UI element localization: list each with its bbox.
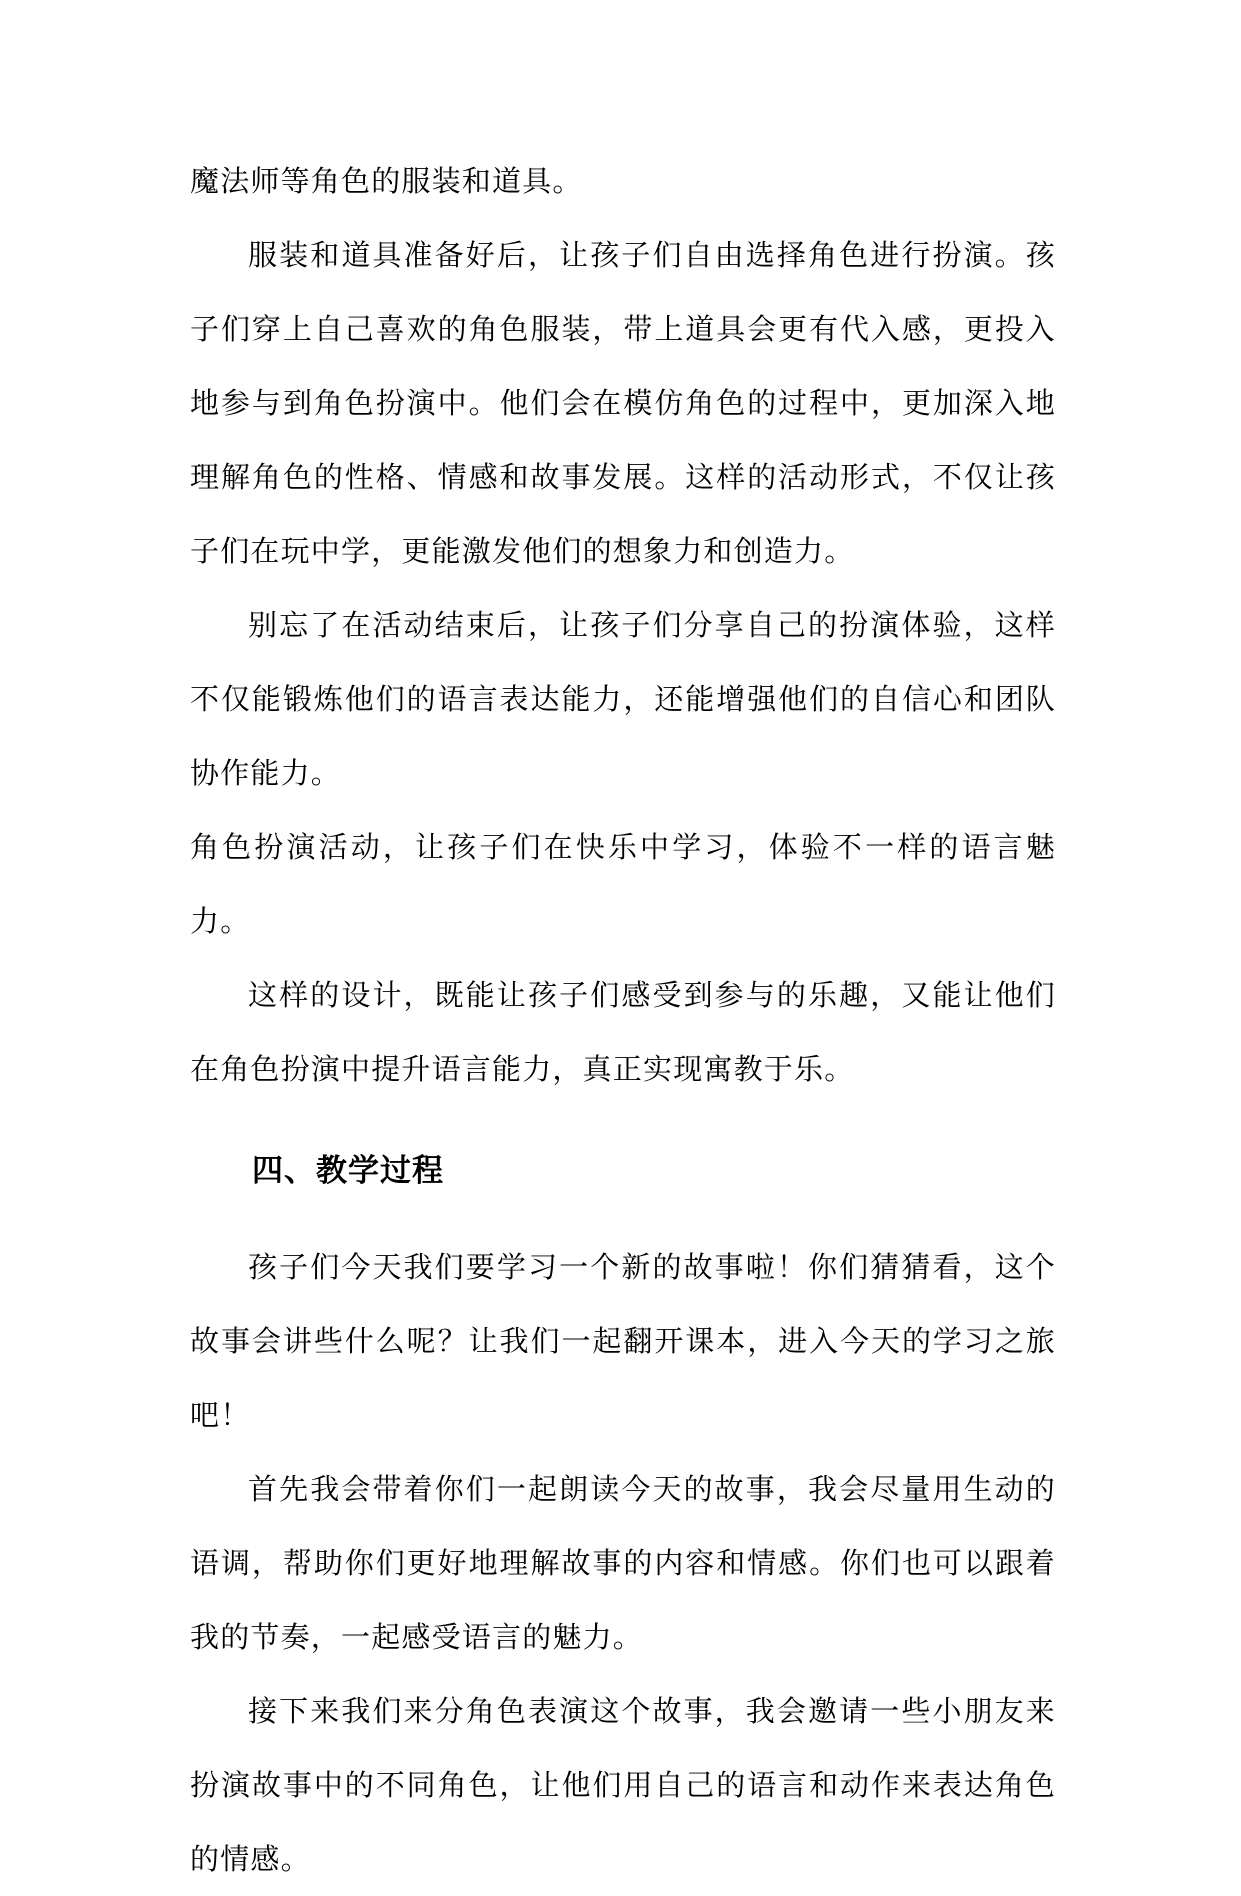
paragraph-design: 这样的设计，既能让孩子们感受到参与的乐趣，又能让他们在角色扮演中提升语言能力，真正实现寓教于乐。 xyxy=(190,978,1056,1086)
paragraph-reading: 首先我会带着你们一起朗读今天的故事，我会尽量用生动的语调，帮助你们更好地理解故事的内容和情感。你们也可以跟着我的节奏，一起感受语言的魅力。 xyxy=(190,1472,1056,1654)
paragraph-intro: 孩子们今天我们要学习一个新的故事啦！你们猜猜看，这个故事会讲些什么呢？让我们一起翻开课本，进入今天的学习之旅吧！ xyxy=(190,1250,1056,1432)
paragraph-summary: 角色扮演活动，让孩子们在快乐中学习，体验不一样的语言魅力。 xyxy=(190,830,1056,938)
paragraph-continuation: 魔法师等角色的服装和道具。 xyxy=(190,164,583,198)
paragraph-roleplay: 接下来我们来分角色表演这个故事，我会邀请一些小朋友来扮演故事中的不同角色，让他们用自己的语言和动作来表达角色的情感。 xyxy=(190,1694,1056,1876)
paragraph-costumes: 服装和道具准备好后，让孩子们自由选择角色进行扮演。孩子们穿上自己喜欢的角色服装，带上道具会更有代入感，更投入地参与到角色扮演中。他们会在模仿角色的过程中，更加深入地理解角色的性格、情感和故事发展。这样的活动形式，不仅让孩子们在玩中学，更能激发他们的想象力和创造力。 xyxy=(190,238,1056,568)
paragraph-sharing: 别忘了在活动结束后，让孩子们分享自己的扮演体验，这样不仅能锻炼他们的语言表达能力，还能增强他们的自信心和团队协作能力。 xyxy=(190,608,1056,790)
document-body xyxy=(190,144,1056,1896)
section-heading: 四、教学过程 xyxy=(252,1153,444,1189)
